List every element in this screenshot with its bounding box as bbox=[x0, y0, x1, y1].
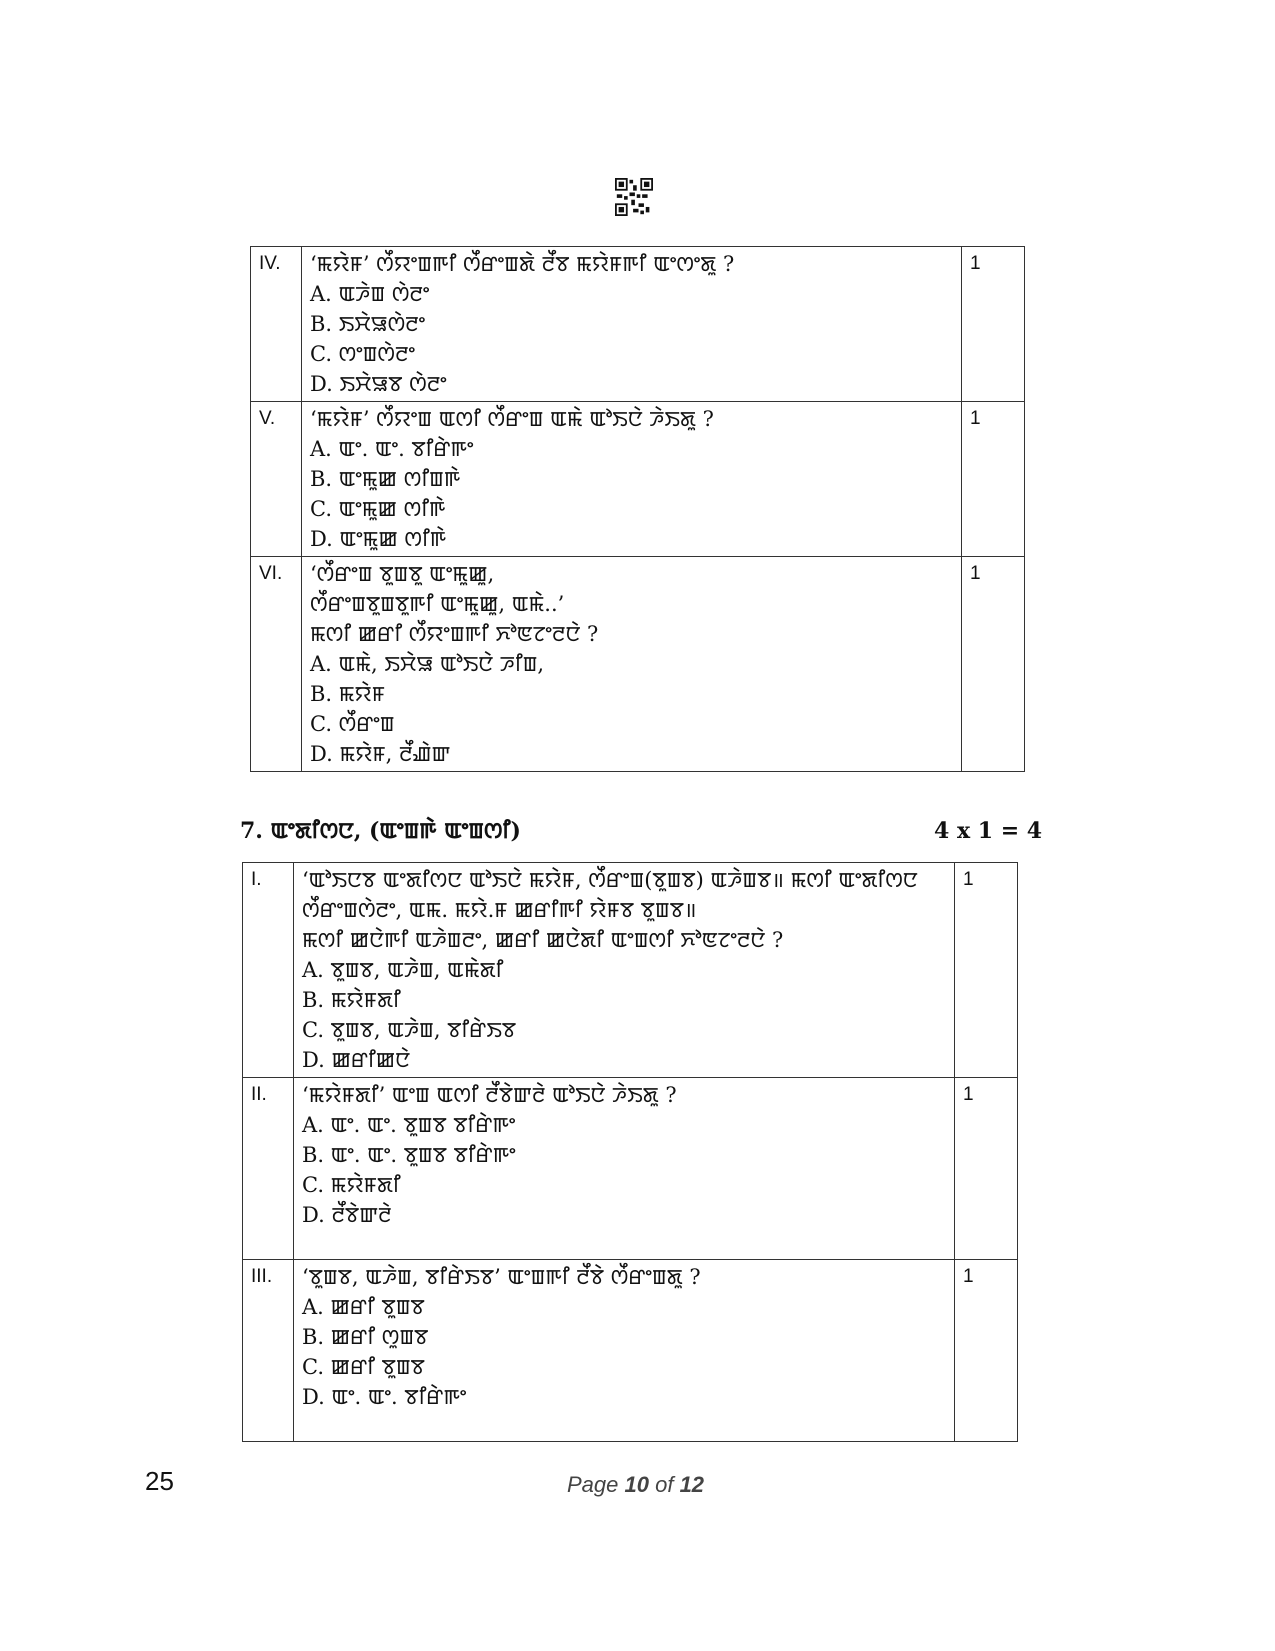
question-body bbox=[294, 1078, 955, 1260]
page-footer bbox=[567, 1472, 704, 1498]
question-number: I. bbox=[243, 863, 294, 1078]
option-c: C. ꯁꯦꯡꯁꯥꯂꯦ bbox=[310, 342, 415, 366]
footer-sep: of bbox=[648, 1472, 680, 1497]
question-row bbox=[243, 863, 1018, 1078]
option-a: A. ꯑꯦ. ꯑꯦ. ꯕꯤꯔꯥꯒꯦ bbox=[310, 437, 474, 461]
question-row bbox=[243, 1260, 1018, 1442]
question-stem-line: ‘ꯑꯣꯏꯅꯕ ꯑꯦꯗꯤꯁꯅ ꯑꯣꯏꯅꯥ ꯃꯌꯥꯝ, ꯁꯩꯔꯦꯡ(ꯕꯨꯡꯕ) ꯑꯍꯥꯡꯕ॥ ꯃꯁꯤ ꯑꯦꯗꯤꯁꯅ bbox=[302, 868, 918, 892]
option-a: A. ꯑꯃꯥ, ꯏꯆꯥꯎ ꯑꯣꯏꯅꯥ ꯍꯤꯡ, bbox=[310, 652, 545, 676]
option-d: D. ꯑꯦꯃꯨꯀ ꯁꯤꯒꯥ bbox=[310, 527, 447, 551]
question-row bbox=[243, 1078, 1018, 1260]
option-c: C. ꯃꯌꯥꯝꯗꯤ bbox=[302, 1173, 401, 1197]
question-marks: 1 bbox=[955, 1078, 1018, 1260]
question-stem-line: ꯁꯩꯔꯦꯡꯁꯥꯂꯦ, ꯑꯃ. ꯃꯌꯥ.ꯝ ꯀꯔꯤꯒꯤ ꯌꯥꯝꯕ ꯕꯨꯡꯕ॥ bbox=[302, 898, 697, 922]
question-marks: 1 bbox=[955, 1260, 1018, 1442]
option-a: A. ꯕꯨꯡꯕ, ꯑꯍꯥꯡ, ꯑꯃꯥꯗꯤ bbox=[302, 958, 504, 982]
question-number: IV. bbox=[251, 247, 302, 402]
question-marks: 1 bbox=[955, 863, 1018, 1078]
question-stem-line: ꯁꯩꯔꯦꯡꯕꯨꯡꯕꯨꯒꯤ ꯑꯦꯃꯨꯀꯨ, ꯑꯃꯥ..’ bbox=[310, 592, 565, 616]
question-table-bottom bbox=[242, 862, 1018, 1442]
question-number: V. bbox=[251, 402, 302, 557]
question-body bbox=[294, 863, 955, 1078]
question-row bbox=[251, 402, 1025, 557]
question-stem-line: ‘ꯁꯩꯔꯦꯡ ꯕꯨꯡꯕꯨ ꯑꯦꯃꯨꯀꯨ, bbox=[310, 562, 495, 586]
question-stem: ‘ꯃꯌꯥꯝꯗꯤ’ ꯑꯦꯡ ꯑꯁꯤ ꯂꯩꯕꯥꯛꯂꯥ ꯑꯣꯏꯅꯥ ꯍꯥꯏꯗꯨ ? bbox=[302, 1083, 677, 1107]
option-c: C. ꯑꯦꯃꯨꯀ ꯁꯤꯒꯥ bbox=[310, 497, 446, 521]
question-body bbox=[302, 402, 962, 557]
question-stem: ‘ꯃꯌꯥꯝ’ ꯁꯩꯌꯦꯡꯒꯤ ꯁꯩꯔꯦꯡꯗꯥ ꯂꯩꯕ ꯃꯌꯥꯝꯒꯤ ꯑꯦꯁꯦꯗꯨ ? bbox=[310, 252, 735, 276]
section-marks: 4 x 1 = 4 bbox=[934, 818, 1043, 844]
question-stem-line: ꯃꯁꯤ ꯀꯔꯤ ꯁꯩꯌꯦꯡꯒꯤ ꯈꯣꯟꯖꯦꯂꯅꯥ ? bbox=[310, 622, 599, 646]
option-b: B. ꯑꯦ. ꯑꯦ. ꯕꯨꯡꯕ ꯕꯤꯔꯥꯒꯦ bbox=[302, 1143, 516, 1167]
option-a: A. ꯀꯔꯤ ꯕꯨꯡꯕ bbox=[302, 1295, 425, 1319]
section-title: 7. ꯑꯦꯗꯤꯁꯅ, (ꯑꯦꯡꯒꯥ ꯑꯦꯡꯁꯤ) bbox=[240, 818, 521, 844]
qr-code bbox=[615, 178, 653, 216]
option-c: C. ꯕꯨꯡꯕ, ꯑꯍꯥꯡ, ꯕꯤꯔꯥꯏꯕ bbox=[302, 1018, 517, 1042]
question-stem: ‘ꯕꯨꯡꯕ, ꯑꯍꯥꯡ, ꯕꯤꯔꯥꯏꯕ’ ꯑꯦꯡꯒꯤ ꯂꯩꯕꯥ ꯁꯩꯔꯦꯡꯗꯨ ? bbox=[302, 1265, 701, 1289]
option-d: D. ꯂꯩꯕꯥꯛꯂꯥ bbox=[302, 1203, 392, 1227]
option-d: D. ꯀꯔꯤꯀꯅꯥ bbox=[302, 1048, 411, 1072]
question-body bbox=[294, 1260, 955, 1442]
option-b: B. ꯃꯌꯥꯝ bbox=[310, 682, 385, 706]
page-code: 25 bbox=[145, 1466, 174, 1496]
option-c: C. ꯁꯩꯔꯦꯡ bbox=[310, 712, 395, 736]
footer-current-page: 10 bbox=[624, 1472, 649, 1497]
option-d: D. ꯃꯌꯥꯝ, ꯂꯩꯉꯥꯛ bbox=[310, 742, 451, 766]
option-b: B. ꯏꯆꯥꯎꯁꯥꯂꯦ bbox=[310, 312, 426, 336]
option-d: D. ꯏꯆꯥꯎꯕ ꯁꯥꯂꯦ bbox=[310, 372, 447, 396]
question-row bbox=[251, 557, 1025, 772]
question-marks: 1 bbox=[962, 247, 1025, 402]
footer-prefix: Page bbox=[567, 1472, 625, 1497]
option-c: C. ꯀꯔꯤ ꯕꯨꯡꯕ bbox=[302, 1355, 425, 1379]
question-number: VI. bbox=[251, 557, 302, 772]
question-stem-line: ꯃꯁꯤ ꯀꯅꯥꯒꯤ ꯑꯍꯥꯡꯂꯦ, ꯀꯔꯤ ꯀꯅꯥꯗꯤ ꯑꯦꯡꯁꯤ ꯈꯣꯟꯖꯦꯂꯅꯥ ? bbox=[302, 928, 784, 952]
option-a: A. ꯑꯍꯥꯡ ꯁꯥꯂꯦ bbox=[310, 282, 430, 306]
option-a: A. ꯑꯦ. ꯑꯦ. ꯕꯨꯡꯕ ꯕꯤꯔꯥꯒꯦ bbox=[302, 1113, 516, 1137]
option-b: B. ꯑꯦꯃꯨꯀ ꯁꯤꯡꯒꯥ bbox=[310, 467, 461, 491]
question-marks: 1 bbox=[962, 402, 1025, 557]
question-row bbox=[251, 247, 1025, 402]
question-number: III. bbox=[243, 1260, 294, 1442]
question-table-top bbox=[250, 246, 1025, 772]
question-stem: ‘ꯃꯌꯥꯝ’ ꯁꯩꯌꯦꯡ ꯑꯁꯤ ꯁꯩꯔꯦꯡ ꯑꯃꯥ ꯑꯣꯏꯅꯥ ꯍꯥꯏꯗꯨ ? bbox=[310, 407, 714, 431]
question-marks: 1 bbox=[962, 557, 1025, 772]
footer-total-pages: 12 bbox=[679, 1472, 705, 1497]
option-d: D. ꯑꯦ. ꯑꯦ. ꯕꯤꯔꯥꯒꯦ bbox=[302, 1385, 467, 1409]
question-body bbox=[302, 557, 962, 772]
question-number: II. bbox=[243, 1078, 294, 1260]
option-b: B. ꯀꯔꯤ ꯁꯨꯡꯕ bbox=[302, 1325, 429, 1349]
option-b: B. ꯃꯌꯥꯝꯗꯤ bbox=[302, 988, 401, 1012]
question-body bbox=[302, 247, 962, 402]
